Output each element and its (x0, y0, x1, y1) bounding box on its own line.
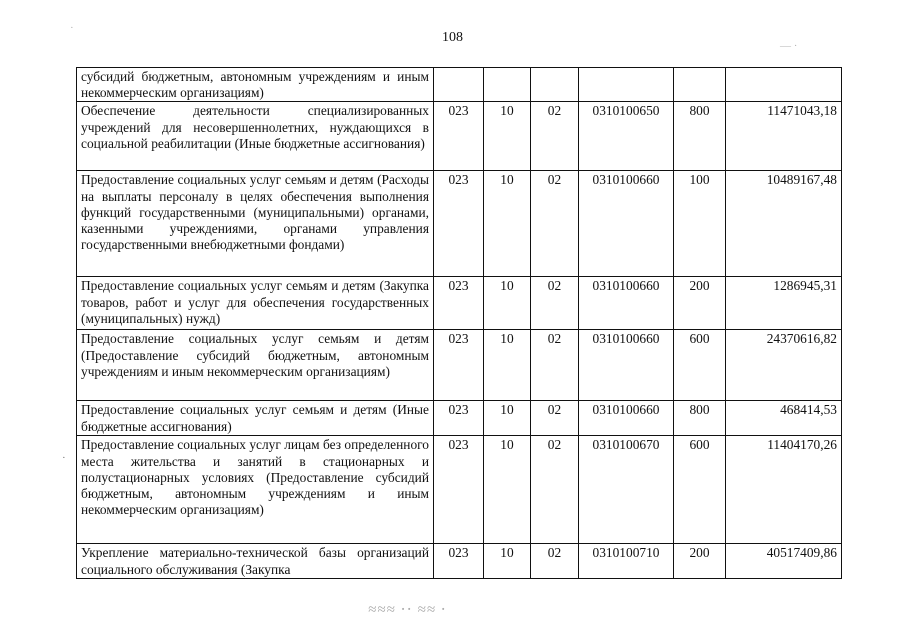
table-row (77, 436, 842, 544)
budget-expenditure-table (76, 67, 842, 579)
ministry-code: 023 (434, 436, 484, 544)
section-code: 10 (484, 102, 531, 171)
table-row (77, 68, 842, 102)
amount-value: 11471043,18 (726, 102, 842, 171)
subsection-code: 02 (531, 544, 579, 579)
row-description: Предоставление социальных услуг семьям и детям (Предоставление субсидий бюджетным, автономным учреждениям и иным некоммерческим организациям) (77, 330, 434, 401)
expense-type-code: 200 (674, 544, 726, 579)
table-row (77, 544, 842, 579)
amount-value: 1286945,31 (726, 277, 842, 330)
target-article-code: 0310100660 (579, 277, 674, 330)
section-code: 10 (484, 330, 531, 401)
amount-value: 11404170,26 (726, 436, 842, 544)
ministry-code (434, 68, 484, 102)
target-article-code (579, 68, 674, 102)
section-code: 10 (484, 401, 531, 436)
target-article-code: 0310100670 (579, 436, 674, 544)
table-row (77, 277, 842, 330)
section-code: 10 (484, 277, 531, 330)
target-article-code: 0310100710 (579, 544, 674, 579)
target-article-code: 0310100660 (579, 171, 674, 277)
section-code: 10 (484, 436, 531, 544)
expense-type-code: 600 (674, 436, 726, 544)
table-row (77, 330, 842, 401)
row-description: Предоставление социальных услуг семьям и детям (Закупка товаров, работ и услуг для обеспечения государственных (муниципальных) нужд) (77, 277, 434, 330)
expense-type-code: 800 (674, 401, 726, 436)
subsection-code: 02 (531, 102, 579, 171)
ministry-code: 023 (434, 544, 484, 579)
ministry-code: 023 (434, 330, 484, 401)
amount-value: 24370616,82 (726, 330, 842, 401)
target-article-code: 0310100650 (579, 102, 674, 171)
amount-value: 10489167,48 (726, 171, 842, 277)
expense-type-code: 100 (674, 171, 726, 277)
scan-artifact-left-edge: · (62, 452, 66, 464)
row-description: Укрепление материально-технической базы организаций социального обслуживания (Закупка (77, 544, 434, 579)
amount-value: 468414,53 (726, 401, 842, 436)
ministry-code: 023 (434, 171, 484, 277)
expense-type-code: 800 (674, 102, 726, 171)
subsection-code: 02 (531, 171, 579, 277)
row-description: Предоставление социальных услуг семьям и детям (Расходы на выплаты персоналу в целях обеспечения выполнения функций государственными (муниципальными) органами, казенными учреждениями, органами управления государственными внебюджетными фондами) (77, 171, 434, 277)
amount-value (726, 68, 842, 102)
target-article-code: 0310100660 (579, 401, 674, 436)
table-row (77, 171, 842, 277)
page-number: 108 (442, 30, 463, 45)
faint-stamp-mark: ≈≈≈ ⋅⋅ ≈≈ ⋅ (368, 602, 447, 618)
subsection-code: 02 (531, 401, 579, 436)
target-article-code: 0310100660 (579, 330, 674, 401)
expense-type-code: 600 (674, 330, 726, 401)
row-description: Предоставление социальных услуг лицам без определенного места жительства и занятий в стационарных и полустационарных условиях (Предоставление субсидий бюджетным, автономным учреждениям и иным некоммерческим организациям) (77, 436, 434, 544)
scan-artifact-top-left: · (70, 22, 74, 34)
amount-value: 40517409,86 (726, 544, 842, 579)
section-code (484, 68, 531, 102)
section-code: 10 (484, 544, 531, 579)
subsection-code: 02 (531, 330, 579, 401)
scan-artifact-top-right: — · (780, 40, 798, 52)
ministry-code: 023 (434, 102, 484, 171)
row-description: субсидий бюджетным, автономным учреждениям и иным некоммерческим организациям) (77, 68, 434, 102)
row-description: Предоставление социальных услуг семьям и детям (Иные бюджетные ассигнования) (77, 401, 434, 436)
expense-type-code: 200 (674, 277, 726, 330)
subsection-code (531, 68, 579, 102)
subsection-code: 02 (531, 277, 579, 330)
expense-type-code (674, 68, 726, 102)
table-row (77, 401, 842, 436)
table-row (77, 102, 842, 171)
ministry-code: 023 (434, 401, 484, 436)
subsection-code: 02 (531, 436, 579, 544)
row-description: Обеспечение деятельности специализированных учреждений для несовершеннолетних, нуждающихся в социальной реабилитации (Иные бюджетные ассигнования) (77, 102, 434, 171)
ministry-code: 023 (434, 277, 484, 330)
section-code: 10 (484, 171, 531, 277)
